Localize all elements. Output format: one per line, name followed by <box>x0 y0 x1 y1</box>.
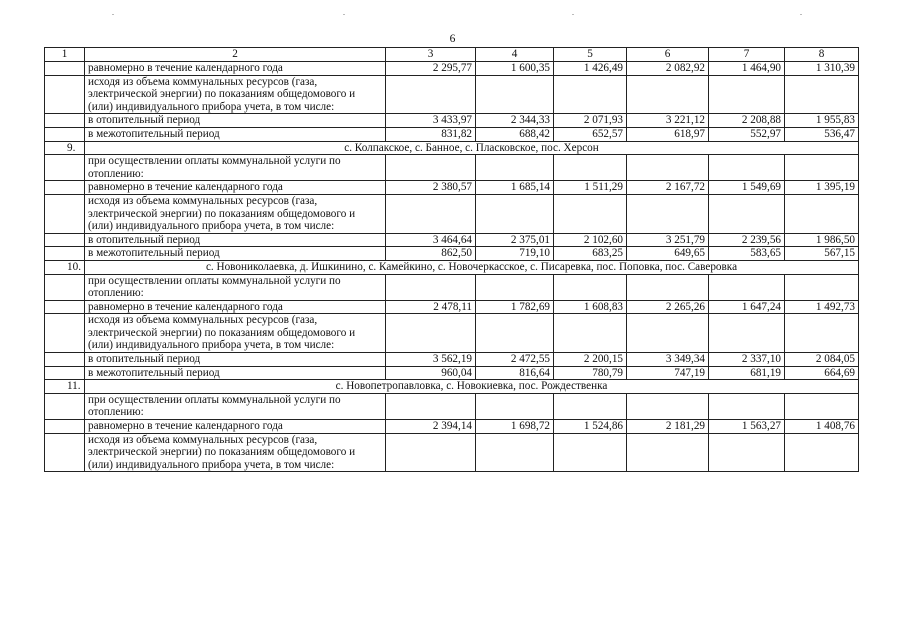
table-row <box>45 300 859 314</box>
tariff-value: 664,69 <box>785 366 859 380</box>
tariff-value: 2 344,33 <box>476 114 554 128</box>
row-index <box>45 114 85 128</box>
table-row <box>45 181 859 195</box>
locality-names: с. Новопетропавловка, с. Новокиевка, пос. Рождественка <box>85 380 859 394</box>
locality-names: с. Новониколаевка, д. Ишкинино, с. Камейкино, с. Новочеркасское, с. Писаревка, пос. Поповка, пос. Саверовка <box>85 260 859 274</box>
row-index <box>45 433 85 472</box>
tariff-value: 719,10 <box>476 247 554 261</box>
tariff-value: 1 647,24 <box>709 300 785 314</box>
table-row <box>45 62 859 76</box>
section-index: 9. <box>45 141 85 155</box>
tariff-value: 3 251,79 <box>627 233 709 247</box>
table-row <box>45 314 859 353</box>
tariff-value: 3 464,64 <box>386 233 476 247</box>
tariff-value <box>386 75 476 114</box>
tariff-value <box>785 314 859 353</box>
tariff-value: 2 239,56 <box>709 233 785 247</box>
tariff-value <box>785 274 859 300</box>
tariff-value: 780,79 <box>554 366 627 380</box>
row-index <box>45 155 85 181</box>
tariff-value: 2 181,29 <box>627 420 709 434</box>
row-index <box>45 393 85 419</box>
tariff-value: 583,65 <box>709 247 785 261</box>
table-row <box>45 393 859 419</box>
row-description: исходя из объема коммунальных ресурсов (газа, электрической энергии) по показаниям общедомового и (или) индивидуального прибора учета, в том числе: <box>85 194 386 233</box>
tariff-value: 831,82 <box>386 127 476 141</box>
tariff-value <box>476 155 554 181</box>
row-description: в межотопительный период <box>85 127 386 141</box>
tariff-value <box>476 75 554 114</box>
tariff-value: 816,64 <box>476 366 554 380</box>
row-index <box>45 127 85 141</box>
tariff-value <box>627 314 709 353</box>
row-description: в отопительный период <box>85 114 386 128</box>
tariff-value: 2 472,55 <box>476 353 554 367</box>
tariff-value: 649,65 <box>627 247 709 261</box>
tariff-value: 683,25 <box>554 247 627 261</box>
table-row <box>45 366 859 380</box>
tariff-value <box>554 393 627 419</box>
tariff-table <box>44 47 859 472</box>
tariff-value: 2 084,05 <box>785 353 859 367</box>
row-description: при осуществлении оплаты коммунальной услуги по отоплению: <box>85 155 386 181</box>
row-index <box>45 314 85 353</box>
tariff-value: 652,57 <box>554 127 627 141</box>
tariff-value: 1 310,39 <box>785 62 859 76</box>
tariff-value <box>554 194 627 233</box>
tariff-value <box>386 433 476 472</box>
row-description: в межотопительный период <box>85 366 386 380</box>
tariff-value <box>476 274 554 300</box>
tariff-value: 1 511,29 <box>554 181 627 195</box>
tariff-value: 2 295,77 <box>386 62 476 76</box>
row-index <box>45 420 85 434</box>
tariff-value: 1 549,69 <box>709 181 785 195</box>
tariff-value: 1 492,73 <box>785 300 859 314</box>
tariff-value <box>554 155 627 181</box>
tariff-value: 1 426,49 <box>554 62 627 76</box>
locality-names: с. Колпакское, с. Банное, с. Пласковское, пос. Херсон <box>85 141 859 155</box>
row-index <box>45 353 85 367</box>
row-description: равномерно в течение календарного года <box>85 420 386 434</box>
page-number: 6 <box>449 33 456 45</box>
table-row <box>45 194 859 233</box>
tariff-value <box>386 194 476 233</box>
tariff-value: 688,42 <box>476 127 554 141</box>
row-index <box>45 194 85 233</box>
row-description: в отопительный период <box>85 353 386 367</box>
tariff-value <box>476 433 554 472</box>
tariff-value: 3 221,12 <box>627 114 709 128</box>
row-description: в межотопительный период <box>85 247 386 261</box>
row-description: исходя из объема коммунальных ресурсов (газа, электрической энергии) по показаниям общедомового и (или) индивидуального прибора учета, в том числе: <box>85 314 386 353</box>
tariff-value <box>554 433 627 472</box>
tariff-value: 2 200,15 <box>554 353 627 367</box>
tariff-value <box>386 314 476 353</box>
tariff-value <box>627 274 709 300</box>
tariff-value: 1 395,19 <box>785 181 859 195</box>
locality-section-row <box>45 380 859 394</box>
tariff-value: 2 265,26 <box>627 300 709 314</box>
column-number-row <box>45 48 859 62</box>
tariff-value: 2 337,10 <box>709 353 785 367</box>
tariff-value: 2 478,11 <box>386 300 476 314</box>
table-row <box>45 247 859 261</box>
tariff-value <box>709 194 785 233</box>
tariff-value <box>709 314 785 353</box>
tariff-value <box>709 433 785 472</box>
tariff-value <box>785 194 859 233</box>
tariff-value <box>627 194 709 233</box>
table-row <box>45 274 859 300</box>
tariff-value <box>627 75 709 114</box>
tariff-value: 1 464,90 <box>709 62 785 76</box>
row-index <box>45 62 85 76</box>
row-description: равномерно в течение календарного года <box>85 62 386 76</box>
tariff-value: 1 563,27 <box>709 420 785 434</box>
table-row <box>45 155 859 181</box>
tariff-value <box>476 393 554 419</box>
tariff-value <box>627 155 709 181</box>
tariff-value <box>386 393 476 419</box>
tariff-value: 862,50 <box>386 247 476 261</box>
tariff-value <box>785 433 859 472</box>
tariff-value: 3 349,34 <box>627 353 709 367</box>
column-number: 8 <box>785 48 859 62</box>
row-description: в отопительный период <box>85 233 386 247</box>
tariff-value: 567,15 <box>785 247 859 261</box>
tariff-value: 552,97 <box>709 127 785 141</box>
tariff-value <box>476 194 554 233</box>
tariff-value: 536,47 <box>785 127 859 141</box>
row-description: равномерно в течение календарного года <box>85 181 386 195</box>
tariff-value <box>386 155 476 181</box>
column-number: 5 <box>554 48 627 62</box>
locality-section-row <box>45 260 859 274</box>
tariff-value: 1 698,72 <box>476 420 554 434</box>
tariff-value: 1 955,83 <box>785 114 859 128</box>
tariff-value: 1 408,76 <box>785 420 859 434</box>
row-description: при осуществлении оплаты коммунальной услуги по отоплению: <box>85 274 386 300</box>
tariff-value: 2 082,92 <box>627 62 709 76</box>
tariff-value: 2 167,72 <box>627 181 709 195</box>
table-row <box>45 420 859 434</box>
column-number: 2 <box>85 48 386 62</box>
tariff-value <box>554 314 627 353</box>
tariff-value: 2 375,01 <box>476 233 554 247</box>
tariff-value <box>627 433 709 472</box>
table-row <box>45 353 859 367</box>
section-index: 10. <box>45 260 85 274</box>
tariff-value <box>386 274 476 300</box>
tariff-value <box>785 155 859 181</box>
tariff-value: 1 986,50 <box>785 233 859 247</box>
table-row <box>45 433 859 472</box>
column-number: 3 <box>386 48 476 62</box>
tariff-value <box>554 75 627 114</box>
tariff-value <box>709 393 785 419</box>
tariff-value <box>785 393 859 419</box>
tariff-value: 2 208,88 <box>709 114 785 128</box>
row-description: исходя из объема коммунальных ресурсов (газа, электрической энергии) по показаниям общедомового и (или) индивидуального прибора учета, в том числе: <box>85 75 386 114</box>
tariff-value <box>476 314 554 353</box>
row-description: равномерно в течение календарного года <box>85 300 386 314</box>
tariff-value: 747,19 <box>627 366 709 380</box>
table-row <box>45 233 859 247</box>
tariff-value <box>627 393 709 419</box>
table-body <box>45 48 859 472</box>
tariff-value: 2 071,93 <box>554 114 627 128</box>
locality-section-row <box>45 141 859 155</box>
column-number: 1 <box>45 48 85 62</box>
tariff-value: 1 524,86 <box>554 420 627 434</box>
tariff-value: 960,04 <box>386 366 476 380</box>
tariff-value: 618,97 <box>627 127 709 141</box>
tariff-value: 2 102,60 <box>554 233 627 247</box>
row-index <box>45 300 85 314</box>
row-index <box>45 233 85 247</box>
row-index <box>45 247 85 261</box>
tariff-value: 2 380,57 <box>386 181 476 195</box>
table-row <box>45 114 859 128</box>
column-number: 7 <box>709 48 785 62</box>
table-row <box>45 75 859 114</box>
tariff-value: 1 600,35 <box>476 62 554 76</box>
column-number: 6 <box>627 48 709 62</box>
tariff-value <box>709 75 785 114</box>
column-number: 4 <box>476 48 554 62</box>
section-index: 11. <box>45 380 85 394</box>
tariff-value <box>709 274 785 300</box>
tariff-value: 3 562,19 <box>386 353 476 367</box>
tariff-value <box>785 75 859 114</box>
row-index <box>45 366 85 380</box>
row-description: при осуществлении оплаты коммунальной услуги по отоплению: <box>85 393 386 419</box>
tariff-value: 1 782,69 <box>476 300 554 314</box>
tariff-value <box>554 274 627 300</box>
table-row <box>45 127 859 141</box>
tariff-value: 681,19 <box>709 366 785 380</box>
row-description: исходя из объема коммунальных ресурсов (газа, электрической энергии) по показаниям общедомового и (или) индивидуального прибора учета, в том числе: <box>85 433 386 472</box>
row-index <box>45 75 85 114</box>
tariff-value: 2 394,14 <box>386 420 476 434</box>
tariff-value: 1 685,14 <box>476 181 554 195</box>
row-index <box>45 181 85 195</box>
tariff-value: 3 433,97 <box>386 114 476 128</box>
tariff-value: 1 608,83 <box>554 300 627 314</box>
tariff-value <box>709 155 785 181</box>
row-index <box>45 274 85 300</box>
